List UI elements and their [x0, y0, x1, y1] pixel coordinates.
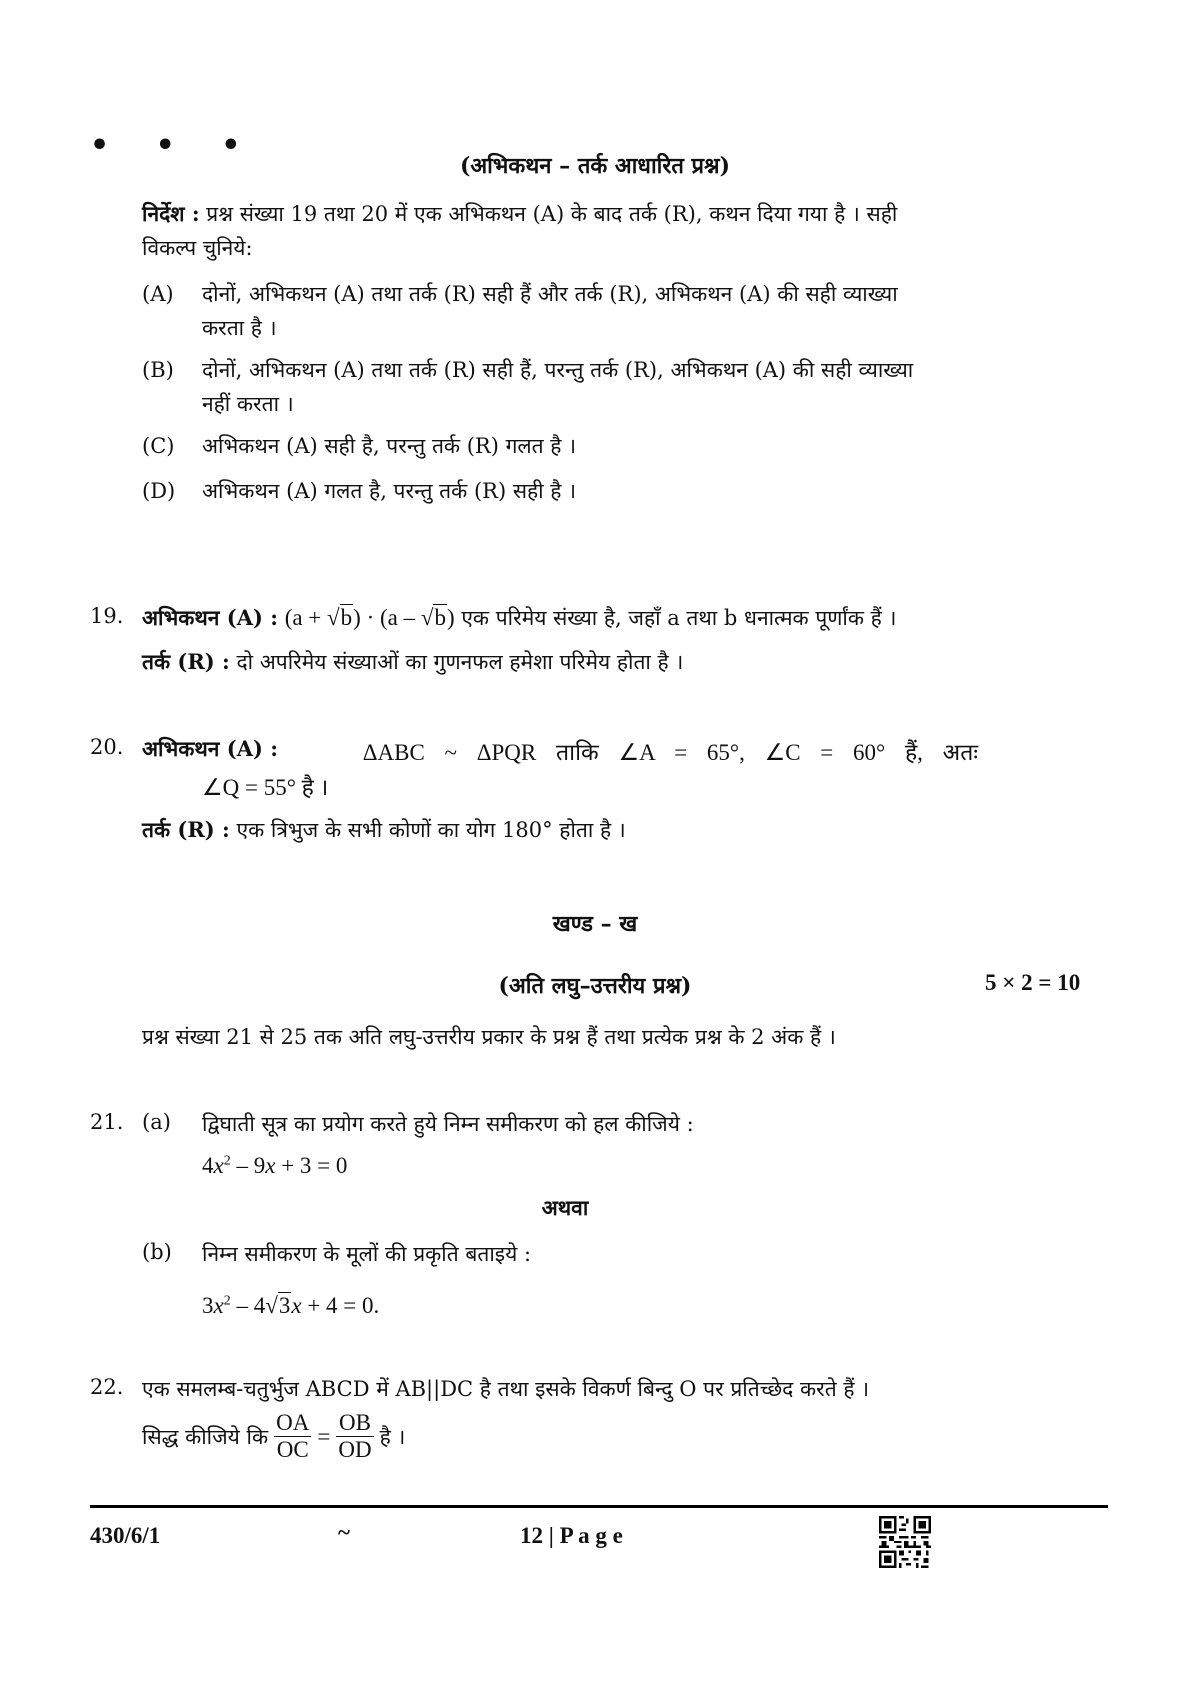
eq-part: + 3 = 0 — [275, 1153, 348, 1178]
eq-coef: 3 — [202, 1293, 214, 1318]
q20-reason — [142, 816, 626, 844]
q19-reason-text: दो अपरिमेय संख्याओं का गुणनफल हमेशा परिमेय होता है । — [229, 650, 684, 674]
section-title: (अभिकथन – तर्क आधारित प्रश्न) — [459, 153, 731, 179]
frac-num: OB — [336, 1410, 373, 1437]
paper-code: 430/6/1 — [90, 1523, 161, 1548]
fraction-oa-oc — [274, 1410, 311, 1463]
eq-part: – 9 — [230, 1153, 266, 1178]
q20-reason-text: एक त्रिभुज के सभी कोणों का योग 180° होता है । — [229, 818, 626, 842]
section-b-title: खण्ड – ख — [552, 911, 638, 937]
eq-var: x — [213, 1153, 224, 1178]
q20-assertion-line1: ΔABC ~ ΔPQR ताकि ∠A = 65°, ∠C = 60° हैं, अतः — [362, 740, 978, 765]
q22-prefix: सिद्ध कीजिये कि — [142, 1424, 269, 1449]
q20-reason-label: तर्क (R) : — [142, 817, 230, 842]
option-b-label: (B) — [142, 358, 174, 382]
q19-reason-label: तर्क (R) : — [142, 649, 230, 674]
fraction-ob-od — [336, 1410, 373, 1463]
q19-assertion-label: अभिकथन (A) : — [142, 605, 278, 630]
equals-sign: = — [317, 1423, 331, 1449]
q19-assertion — [142, 604, 896, 632]
eq-var: x — [291, 1293, 302, 1318]
q22-line2 — [142, 1410, 405, 1463]
option-a-text: दोनों, अभिकथन (A) तथा तर्क (R) सही हैं और तर्क (R), अभिकथन (A) की सही व्याख्या — [202, 282, 898, 306]
q22-number: 22. — [90, 1375, 124, 1399]
q21-a-text: द्विघाती सूत्र का प्रयोग करते हुये निम्न समीकरण को हल कीजिये : — [202, 1112, 694, 1136]
directions-text: प्रश्न संख्या 19 तथा 20 में एक अभिकथन (A) के बाद तर्क (R), कथन दिया गया है । सही — [199, 202, 898, 226]
option-d-label: (D) — [142, 479, 176, 503]
option-a-label: (A) — [142, 282, 174, 306]
q21-a-equation — [202, 1153, 347, 1179]
page-number: 12 | P a g e — [520, 1523, 623, 1548]
q19-expression — [285, 604, 455, 630]
eq-part: + 4 = 0. — [301, 1293, 380, 1318]
option-a-cont: करता है । — [202, 316, 277, 340]
directions-line-1 — [142, 200, 897, 228]
option-b — [142, 356, 913, 384]
directions-line-2: विकल्प चुनिये: — [142, 236, 253, 260]
q21-b-equation — [202, 1293, 379, 1319]
sqrt-b: b — [340, 605, 353, 630]
option-c — [142, 432, 576, 460]
q21-a-label: (a) — [142, 1110, 171, 1134]
q21-b-text: निम्न समीकरण के मूलों की प्रकृति बताइये : — [202, 1242, 532, 1266]
footer-tilde: ~ — [338, 1520, 350, 1545]
frac-den: OC — [276, 1437, 309, 1462]
q21-or: अथवा — [541, 1195, 589, 1220]
option-b-cont: नहीं करता । — [202, 392, 294, 416]
eq-part: – 4√ — [230, 1293, 278, 1318]
frac-den: OD — [338, 1437, 372, 1462]
sqrt-3: 3 — [278, 1293, 291, 1318]
section-b-instruction: प्रश्न संख्या 21 से 25 तक अति लघु-उत्तरीय प्रकार के प्रश्न हैं तथा प्रत्येक प्रश्न के 2 अंक हैं । — [142, 1025, 836, 1049]
eq-exp: 2 — [223, 1153, 231, 1169]
section-b-marks: 5 × 2 = 10 — [985, 970, 1081, 995]
q19-number: 19. — [90, 604, 124, 628]
sqrt-b: b — [434, 605, 446, 630]
eq-var: x — [265, 1153, 276, 1178]
q20-assertion-label: अभिकथन (A) : — [142, 736, 278, 761]
option-c-label: (C) — [142, 434, 175, 458]
directions-label: निर्देश : — [142, 201, 200, 226]
option-d — [142, 477, 576, 505]
expr-part: (a + √ — [284, 605, 340, 630]
expr-part: ) — [446, 605, 455, 630]
frac-num: OA — [276, 1410, 310, 1435]
q19-assertion-text: एक परिमेय संख्या है, जहाँ a तथा b धनात्मक पूर्णांक हैं । — [454, 606, 897, 630]
eq-exp: 2 — [223, 1293, 231, 1309]
eq-coef: 4 — [202, 1153, 214, 1178]
q20-assertion — [142, 735, 978, 767]
q19-reason — [142, 648, 683, 676]
option-a — [142, 280, 898, 308]
expr-part: ) · (a – √ — [353, 605, 434, 630]
decorative-dots: • • • — [90, 128, 259, 163]
q21-number: 21. — [90, 1110, 124, 1134]
qr-code-icon — [879, 1516, 931, 1568]
footer-divider — [90, 1505, 1108, 1508]
eq-var: x — [213, 1293, 224, 1318]
q22-line1: एक समलम्ब-चतुर्भुज ABCD में AB||DC है तथा इसके विकर्ण बिन्दु O पर प्रतिच्छेद करते हैं । — [142, 1377, 870, 1401]
q21-b-label: (b) — [142, 1240, 172, 1264]
option-d-text: अभिकथन (A) गलत है, परन्तु तर्क (R) सही है । — [202, 479, 577, 503]
option-c-text: अभिकथन (A) सही है, परन्तु तर्क (R) गलत है । — [202, 434, 577, 458]
q20-assertion-line2: ∠Q = 55° है । — [202, 775, 329, 800]
option-b-text: दोनों, अभिकथन (A) तथा तर्क (R) सही हैं, परन्तु तर्क (R), अभिकथन (A) की सही व्याख्या — [202, 358, 914, 382]
q20-number: 20. — [90, 735, 124, 759]
section-b-subtitle: (अति लघु–उत्तरीय प्रश्न) — [498, 973, 692, 999]
q22-suffix: है । — [379, 1424, 406, 1449]
